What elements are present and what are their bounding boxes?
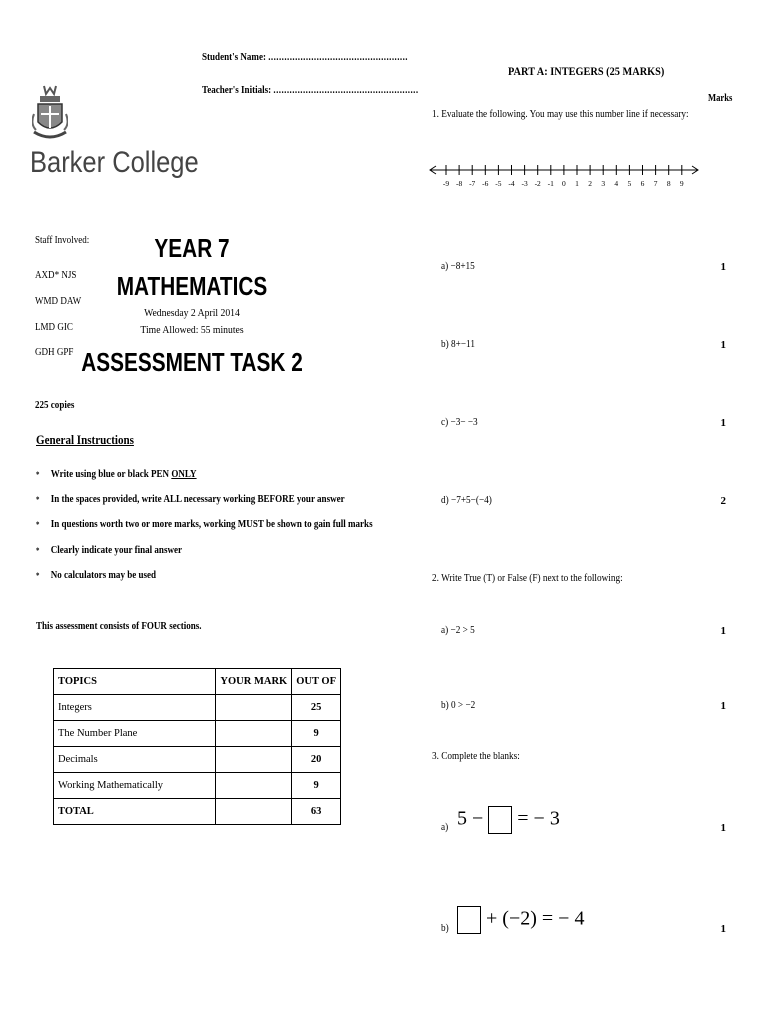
- number-line-tick-label: -2: [534, 179, 541, 188]
- time-allowed: Time Allowed: 55 minutes: [140, 324, 244, 336]
- table-total-row: [54, 799, 341, 825]
- q1b-marks: 1: [720, 339, 726, 351]
- number-line-tick-label: -9: [442, 179, 450, 188]
- school-crest-icon: [32, 84, 68, 146]
- table-row: [54, 747, 341, 773]
- number-line-tick-label: -1: [547, 179, 554, 188]
- table-header-cell: TOPICS: [54, 669, 216, 695]
- number-line-tick-label: 4: [614, 179, 619, 188]
- task-heading: ASSESSMENT TASK 2: [81, 347, 303, 377]
- staff-row: WMD DAW: [35, 296, 82, 307]
- q3a-label: a): [441, 822, 449, 833]
- staff-row: LMD GIC: [35, 322, 73, 333]
- student-name-label: Student's Name:: [202, 52, 266, 63]
- table-row: [54, 721, 341, 747]
- topics-table: [53, 668, 341, 825]
- your-mark-cell[interactable]: [216, 799, 292, 825]
- instructions-heading: General Instructions: [36, 432, 134, 447]
- number-line: [428, 160, 700, 194]
- student-name-blank: ....................................................: [268, 52, 408, 63]
- your-mark-cell[interactable]: [216, 695, 292, 721]
- q1d-marks: 2: [720, 495, 726, 507]
- number-line-tick-label: -4: [508, 179, 515, 188]
- number-line-tick-label: 8: [666, 179, 671, 188]
- year-heading: YEAR 7: [154, 233, 230, 263]
- q2a-marks: 1: [720, 625, 726, 637]
- q1a-label: a) −8+15: [441, 261, 475, 272]
- number-line-tick-label: 9: [679, 179, 684, 188]
- out-of-cell: 9: [292, 721, 341, 747]
- question-2-prompt: 2. Write True (T) or False (F) next to the following:: [432, 573, 623, 584]
- topic-cell: The Number Plane: [54, 721, 216, 747]
- q3b-right: + (−2) = − 4: [486, 907, 585, 930]
- q3b-marks: 1: [720, 923, 726, 935]
- student-name-line: [202, 52, 408, 63]
- teacher-initials-label: Teacher's Initials:: [202, 85, 272, 96]
- copies-note: 225 copies: [35, 400, 75, 411]
- table-header-cell: OUT OF: [292, 669, 341, 695]
- out-of-cell: 20: [292, 747, 341, 773]
- number-line-tick-label: -8: [455, 179, 463, 188]
- out-of-cell: 63: [292, 799, 341, 825]
- q1b-label: b) 8+−11: [441, 339, 475, 350]
- school-name: Barker College: [30, 146, 199, 179]
- topic-cell: Decimals: [54, 747, 216, 773]
- number-line-tick-label: 1: [575, 179, 579, 188]
- q3a-equation: [457, 806, 560, 834]
- q3a-right: = − 3: [517, 807, 560, 830]
- teacher-initials-blank: ......................................................: [273, 85, 419, 96]
- number-line-tick-label: 2: [588, 179, 592, 188]
- table-header-row: [54, 669, 341, 695]
- out-of-cell: 25: [292, 695, 341, 721]
- q3b-equation: [457, 906, 584, 934]
- instruction-item: * No calculators may be used: [36, 570, 157, 581]
- question-1-prompt: 1. Evaluate the following. You may use this number line if necessary:: [432, 109, 689, 120]
- q3b-blank-box[interactable]: [457, 906, 481, 934]
- part-a-title: PART A: INTEGERS (25 MARKS): [508, 64, 665, 78]
- q1a-marks: 1: [720, 261, 726, 273]
- q3b-label: b): [441, 923, 449, 934]
- staff-row: GDH GPF: [35, 347, 74, 358]
- q1c-marks: 1: [720, 417, 726, 429]
- table-row: [54, 695, 341, 721]
- number-line-tick-label: 5: [627, 179, 632, 188]
- number-line-tick-label: 0: [562, 179, 566, 188]
- your-mark-cell[interactable]: [216, 721, 292, 747]
- q3a-left: 5 −: [457, 807, 484, 830]
- marks-label: Marks: [708, 93, 733, 104]
- q1d-label: d) −7+5−(−4): [441, 495, 492, 506]
- topic-cell: Working Mathematically: [54, 773, 216, 799]
- subject-heading: MATHEMATICS: [116, 271, 268, 301]
- q2b-label: b) 0 > −2: [441, 700, 476, 711]
- table-header-cell: YOUR MARK: [216, 669, 292, 695]
- your-mark-cell[interactable]: [216, 773, 292, 799]
- number-line-tick-label: -6: [482, 179, 489, 188]
- teacher-initials-line: [202, 85, 419, 96]
- sections-note: This assessment consists of FOUR sections.: [36, 621, 202, 632]
- number-line-tick-label: 7: [653, 179, 658, 188]
- staff-row: AXD* NJS: [35, 270, 77, 281]
- q2b-marks: 1: [720, 700, 726, 712]
- number-line-tick-label: 6: [640, 179, 645, 188]
- number-line-tick-label: -5: [495, 179, 502, 188]
- instruction-item: * In questions worth two or more marks, working MUST be shown to gain full marks: [36, 519, 373, 530]
- table-row: [54, 773, 341, 799]
- q1c-label: c) −3− −3: [441, 417, 478, 428]
- out-of-cell: 9: [292, 773, 341, 799]
- number-line-tick-label: -3: [521, 179, 528, 188]
- q3a-blank-box[interactable]: [488, 806, 512, 834]
- instruction-item: * Clearly indicate your final answer: [36, 545, 182, 556]
- staff-label: Staff Involved:: [35, 235, 90, 246]
- exam-date: Wednesday 2 April 2014: [144, 307, 240, 319]
- number-line-tick-label: -7: [469, 179, 476, 188]
- q2a-label: a) −2 > 5: [441, 625, 475, 636]
- question-3-prompt: 3. Complete the blanks:: [432, 751, 520, 762]
- topic-cell: TOTAL: [54, 799, 216, 825]
- instruction-item: * Write using blue or black PEN ONLY: [36, 469, 197, 480]
- instruction-item: * In the spaces provided, write ALL necessary working BEFORE your answer: [36, 494, 345, 505]
- number-line-tick-label: 3: [601, 179, 606, 188]
- your-mark-cell[interactable]: [216, 747, 292, 773]
- topic-cell: Integers: [54, 695, 216, 721]
- q3a-marks: 1: [720, 822, 726, 834]
